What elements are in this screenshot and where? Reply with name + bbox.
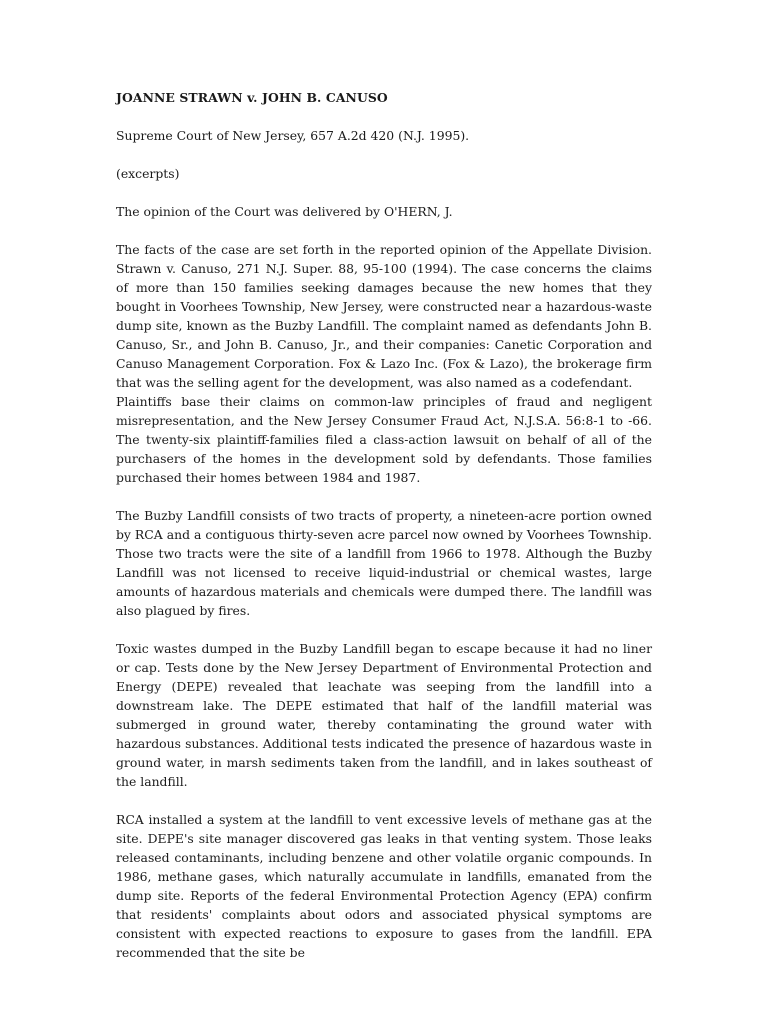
excerpts-note: (excerpts) <box>116 166 180 181</box>
paragraph-facts: The facts of the case are set forth in the reported opinion of the Appellate Division. Strawn v. Canuso, 271 N.J. Super. 88, 95-100 (1994). The case concerns the claims of more than 150 families seeking damages because the new homes that they bought in Voorhees Township, New Jersey, were constructed near a hazardous-waste dump site, known as the Buzby Landfill. The complaint named as defendants John B. Canuso, Sr., and John B. Canuso, Jr., and their companies: Canetic Corporation and Canuso Management Corporation. Fox & Lazo Inc. (Fox & Lazo), the brokerage firm that was the selling agent for the development, was also named as a codefendant. <box>116 242 652 390</box>
case-citation: Supreme Court of New Jersey, 657 A.2d 420 (N.J. 1995). <box>116 128 470 143</box>
paragraph-claims: Plaintiffs base their claims on common-law principles of fraud and negligent misrepresentation, and the New Jersey Consumer Fraud Act, N.J.S.A. 56:8-1 to -66. The twenty-six plaintiff-families filed a class-action lawsuit on behalf of all of the purchasers of the homes in the development sold by defendants. Those families purchased their homes between 1984 and 1987. <box>116 394 652 485</box>
paragraph-toxic-wastes: Toxic wastes dumped in the Buzby Landfill began to escape because it had no liner or cap. Tests done by the New Jersey Department of Environmental Protection and Energy (DEPE) revealed that leachate was seeping from the landfill into a downstream lake. The DEPE estimated that half of the landfill material was submerged in ground water, thereby contaminating the ground water with hazardous substances. Additional tests indicated the presence of hazardous waste in ground water, in marsh sediments taken from the landfill, and in lakes southeast of the landfill. <box>116 641 652 789</box>
document-page <box>116 88 652 981</box>
case-title: JOANNE STRAWN v. JOHN B. CANUSO <box>116 90 388 105</box>
paragraph-methane: RCA installed a system at the landfill to vent excessive levels of methane gas at the site. DEPE's site manager discovered gas leaks in that venting system. Those leaks released contaminants, including benzene and other volatile organic compounds. In 1986, methane gases, which naturally accumulate in landfills, emanated from the dump site. Reports of the federal Environmental Protection Agency (EPA) confirm that residents' complaints about odors and associated physical symptoms are consistent with expected reactions to exposure to gases from the landfill. EPA recommended that the site be <box>116 812 652 960</box>
opinion-line: The opinion of the Court was delivered by O'HERN, J. <box>116 204 453 219</box>
paragraph-landfill: The Buzby Landfill consists of two tracts of property, a nineteen-acre portion owned by RCA and a contiguous thirty-seven acre parcel now owned by Voorhees Township. Those two tracts were the site of a landfill from 1966 to 1978. Although the Buzby Landfill was not licensed to receive liquid-industrial or chemical wastes, large amounts of hazardous materials and chemicals were dumped there. The landfill was also plagued by fires. <box>116 508 652 618</box>
